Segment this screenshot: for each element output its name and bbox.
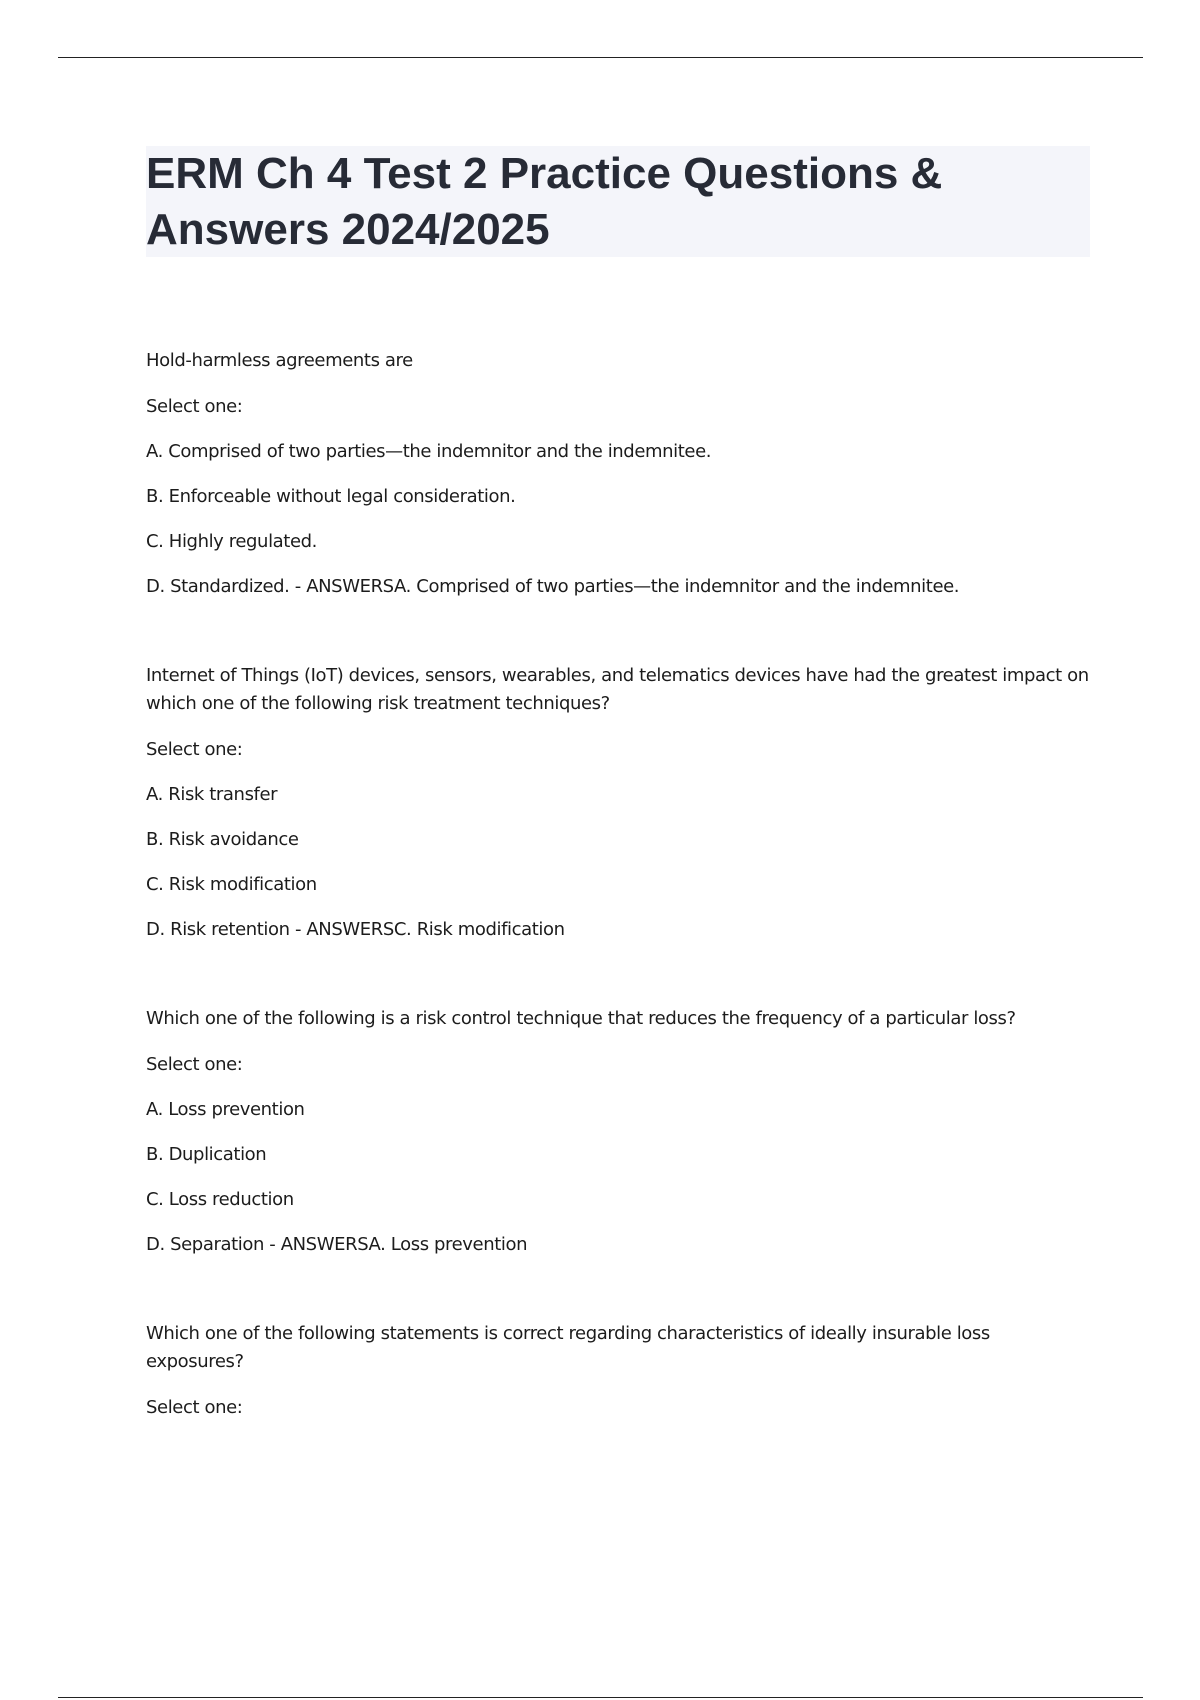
option-c: C. Highly regulated. xyxy=(146,531,317,552)
option-c: C. Risk modification xyxy=(146,874,317,895)
option-d-with-answer: D. Separation - ANSWERSA. Loss prevention xyxy=(146,1234,528,1255)
option-b: B. Risk avoidance xyxy=(146,829,299,850)
question-text: Internet of Things (IoT) devices, sensors, wearables, and telematics devices have had the greatest impact on which one of the following risk treatment techniques? xyxy=(146,665,1089,714)
question-text: Which one of the following statements is correct regarding characteristics of ideally insurable loss exposures? xyxy=(146,1323,990,1372)
option-d-with-answer: D. Risk retention - ANSWERSC. Risk modification xyxy=(146,919,565,940)
select-one-label: Select one: xyxy=(146,396,243,417)
bottom-rule xyxy=(58,1697,1143,1698)
select-one-label: Select one: xyxy=(146,1054,243,1075)
document-title: ERM Ch 4 Test 2 Practice Questions & Answers 2024/2025 xyxy=(146,149,943,254)
title-block xyxy=(146,146,1090,257)
question-2 xyxy=(146,662,1090,943)
option-c: C. Loss reduction xyxy=(146,1189,294,1210)
document-body xyxy=(146,146,1090,1421)
option-a: A. Comprised of two parties—the indemnitor and the indemnitee. xyxy=(146,441,712,462)
option-b: B. Enforceable without legal consideration. xyxy=(146,486,516,507)
select-one-label: Select one: xyxy=(146,1397,243,1418)
select-one-label: Select one: xyxy=(146,739,243,760)
question-1 xyxy=(146,347,1090,600)
question-3 xyxy=(146,1005,1090,1258)
question-text: Hold-harmless agreements are xyxy=(146,350,413,371)
option-a: A. Risk transfer xyxy=(146,784,278,805)
question-text: Which one of the following is a risk control technique that reduces the frequency of a particular loss? xyxy=(146,1008,1016,1029)
option-d-with-answer: D. Standardized. - ANSWERSA. Comprised of two parties—the indemnitor and the indemnitee. xyxy=(146,576,960,597)
option-b: B. Duplication xyxy=(146,1144,267,1165)
question-4 xyxy=(146,1320,1090,1421)
option-a: A. Loss prevention xyxy=(146,1099,305,1120)
top-rule xyxy=(58,57,1143,58)
